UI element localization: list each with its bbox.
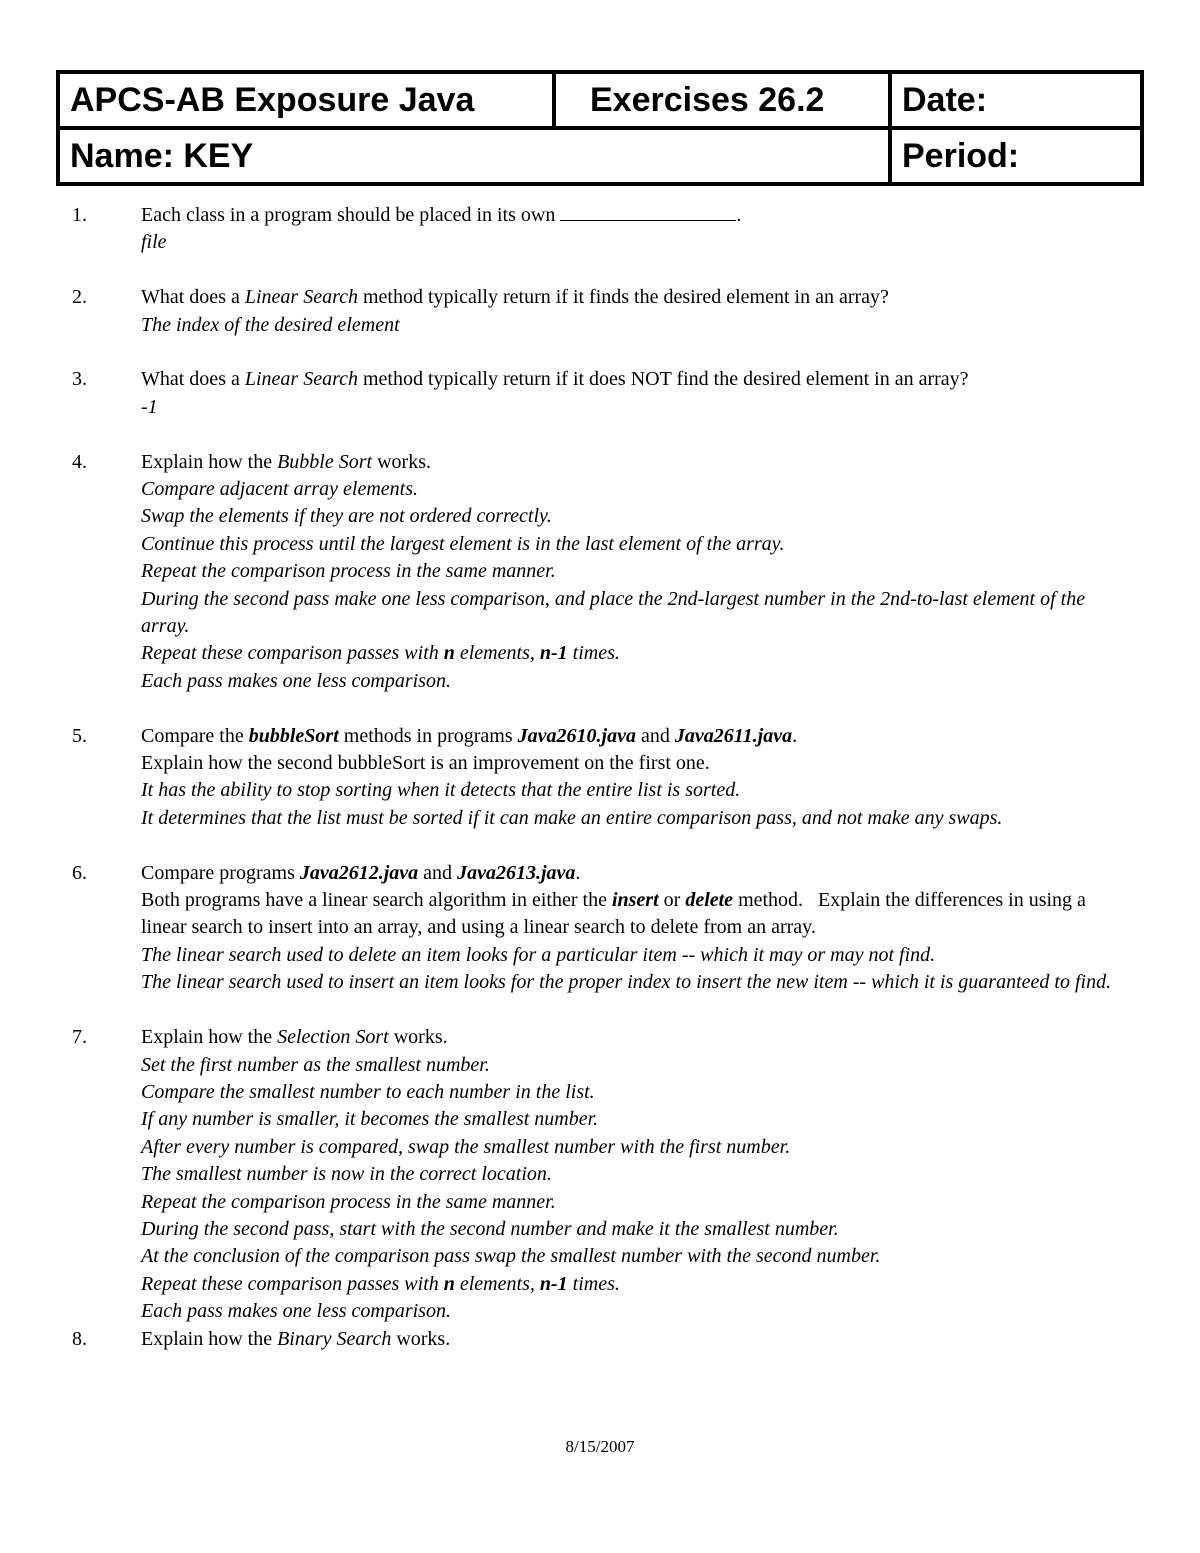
question-text: Compare programs Java2612.java and Java2613.java. <box>141 861 581 884</box>
answer-line: Continue this process until the largest element is in the last element of the array. <box>141 532 785 555</box>
question-1 <box>72 202 1132 257</box>
answer-text: The index of the desired element <box>141 313 400 336</box>
question-8 <box>72 1326 1132 1353</box>
question-text: Each class in a program should be placed in its own . <box>141 204 742 226</box>
answer-line: Compare adjacent array elements. <box>141 478 418 501</box>
question-text: Explain how the Bubble Sort works. <box>141 450 431 473</box>
question-number: 3. <box>72 368 87 391</box>
answer-line: After every number is compared, swap the smallest number with the first number. <box>141 1135 791 1158</box>
answer-line: During the second pass make one less comparison, and place the 2nd-largest number in the 2nd-to-last element of the array. <box>141 587 1086 638</box>
date-label: Date: <box>902 81 988 119</box>
answer-line: Repeat these comparison passes with n elements, n-1 times. <box>141 1272 620 1295</box>
name-label: Name: KEY <box>60 130 892 182</box>
question-3 <box>72 366 1132 421</box>
question-text-2: Both programs have a linear search algorithm in either the insert or delete method. Explain the differences in using a linear search to insert into an array, and using a linear search to delete from an array. <box>141 889 1091 939</box>
question-4 <box>72 449 1132 696</box>
question-6 <box>72 860 1132 997</box>
answer-blank <box>560 203 736 221</box>
answer-line: Repeat the comparison process in the same manner. <box>141 1190 556 1213</box>
question-number: 8. <box>72 1327 87 1350</box>
question-text: Compare the bubbleSort methods in programs Java2610.java and Java2611.java. <box>141 724 798 747</box>
answer-line: The linear search used to insert an item looks for the proper index to insert the new item -- which it is guaranteed to find. <box>141 971 1112 994</box>
question-text: Explain how the Selection Sort works. <box>141 1026 448 1049</box>
question-number: 7. <box>72 1026 87 1049</box>
answer-line: Compare the smallest number to each number in the list. <box>141 1080 595 1103</box>
answer-text: file <box>141 231 167 254</box>
header-row-1 <box>60 74 1140 126</box>
question-number: 4. <box>72 450 87 473</box>
answer-line: If any number is smaller, it becomes the smallest number. <box>141 1108 599 1131</box>
answer-line: During the second pass, start with the second number and make it the smallest number. <box>141 1217 839 1240</box>
question-5 <box>72 723 1132 833</box>
question-text-2: Explain how the second bubbleSort is an improvement on the first one. <box>141 752 710 775</box>
answer-line: Repeat these comparison passes with n elements, n-1 times. <box>141 642 620 665</box>
answer-line: It has the ability to stop sorting when it detects that the entire list is sorted. <box>141 779 741 802</box>
answer-text: -1 <box>141 395 158 418</box>
answer-line: At the conclusion of the comparison pass swap the smallest number with the second number. <box>141 1245 881 1268</box>
question-number: 6. <box>72 861 87 884</box>
period-label: Period: <box>902 137 1020 175</box>
header-table <box>56 70 1144 186</box>
question-text: Explain how the Binary Search works. <box>141 1327 451 1350</box>
question-text: What does a Linear Search method typically return if it does NOT find the desired element in an array? <box>141 368 969 391</box>
answer-line: The smallest number is now in the correct location. <box>141 1163 552 1186</box>
header-row-2 <box>60 126 1140 182</box>
answer-line: Repeat the comparison process in the same manner. <box>141 560 556 583</box>
question-2 <box>72 284 1132 339</box>
exercise-title: Exercises 26.2 <box>556 74 892 126</box>
question-number: 5. <box>72 724 87 747</box>
answer-line: It determines that the list must be sorted if it can make an entire comparison pass, and not make any swaps. <box>141 806 1003 829</box>
footer-date: 8/15/2007 <box>565 1437 635 1456</box>
question-text: What does a Linear Search method typically return if it finds the desired element in an array? <box>141 286 889 309</box>
answer-line: The linear search used to delete an item looks for a particular item -- which it may or may not find. <box>141 943 936 966</box>
question-number: 1. <box>72 204 87 226</box>
question-number: 2. <box>72 286 87 309</box>
course-title: APCS-AB Exposure Java <box>60 74 556 126</box>
answer-line: Swap the elements if they are not ordered correctly. <box>141 505 552 528</box>
answer-line: Each pass makes one less comparison. <box>141 669 451 692</box>
question-7 <box>72 1024 1132 1325</box>
question-list <box>72 202 1132 1353</box>
answer-line: Set the first number as the smallest number. <box>141 1053 490 1076</box>
answer-line: Each pass makes one less comparison. <box>141 1300 451 1323</box>
